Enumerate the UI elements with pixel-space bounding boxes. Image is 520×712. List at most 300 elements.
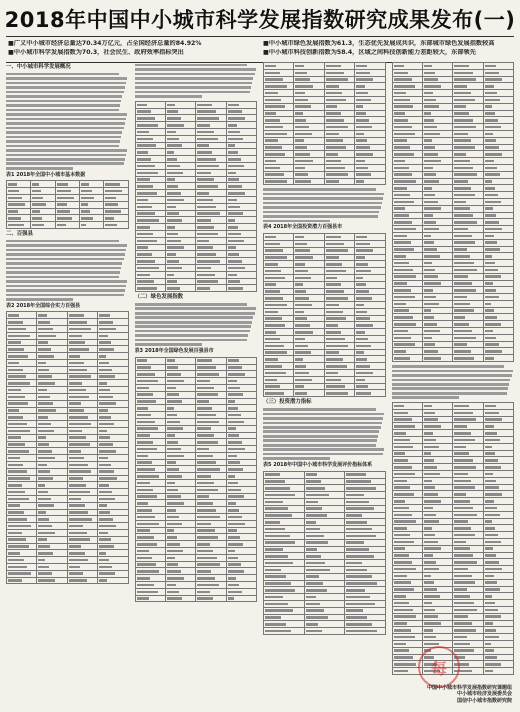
cell-text-placeholder: [326, 85, 339, 88]
cell-text-placeholder: [99, 396, 113, 399]
cell-text-placeholder: [8, 321, 23, 324]
table-cell: [55, 215, 79, 222]
cell-text-placeholder: [485, 214, 496, 217]
table-cell: [304, 471, 345, 478]
table-cell: [345, 580, 386, 587]
cell-text-placeholder: [424, 160, 442, 163]
cell-text-placeholder: [228, 158, 241, 161]
cell-text-placeholder: [485, 527, 495, 530]
cell-text-placeholder: [295, 146, 306, 149]
table-cell: [355, 281, 385, 288]
cell-text-placeholder: [8, 552, 20, 555]
table-cell: [422, 430, 452, 437]
table-cell: [135, 285, 165, 292]
cell-text-placeholder: [485, 643, 492, 646]
table-cell: [67, 577, 97, 584]
table-cell: [324, 96, 354, 103]
table-cell: [483, 484, 513, 491]
cell-text-placeholder: [295, 167, 305, 170]
table-cell: [264, 103, 294, 110]
cell-text-placeholder: [326, 160, 341, 163]
table-row: [392, 579, 514, 586]
table-row: [135, 149, 257, 156]
table-cell: [453, 171, 483, 178]
table-cell: [392, 593, 422, 600]
cell-text-placeholder: [137, 421, 155, 424]
table-cell: [294, 96, 324, 103]
cell-text-placeholder: [485, 636, 500, 639]
text-line: [263, 220, 330, 223]
cell-text-placeholder: [454, 167, 473, 170]
cell-text-placeholder: [167, 489, 178, 492]
table-cell: [422, 260, 452, 267]
cell-text-placeholder: [356, 236, 367, 239]
cell-text-placeholder: [424, 214, 433, 217]
cell-text-placeholder: [485, 139, 496, 142]
table-cell: [345, 478, 386, 485]
table-cell: [355, 164, 385, 171]
table-cell: [7, 502, 37, 509]
cell-text-placeholder: [326, 365, 347, 368]
cell-text-placeholder: [99, 559, 109, 562]
table-cell: [264, 158, 294, 165]
table-cell: [453, 260, 483, 267]
table-cell: [483, 341, 513, 348]
cell-text-placeholder: [137, 104, 148, 107]
cell-text-placeholder: [394, 459, 409, 462]
cell-text-placeholder: [485, 330, 493, 333]
cell-text-placeholder: [8, 566, 27, 569]
cell-text-placeholder: [69, 552, 85, 555]
cell-text-placeholder: [424, 309, 431, 312]
table-cell: [355, 96, 385, 103]
table-cell: [324, 124, 354, 131]
cell-text-placeholder: [265, 277, 285, 280]
table-row: [7, 319, 129, 326]
table-row: [7, 557, 129, 564]
table-cell: [422, 171, 452, 178]
cell-text-placeholder: [137, 502, 149, 505]
cell-text-placeholder: [424, 418, 438, 421]
cell-text-placeholder: [137, 407, 148, 410]
cell-text-placeholder: [454, 330, 472, 333]
cell-text-placeholder: [228, 393, 243, 396]
text-line: [263, 453, 383, 456]
table-row: [135, 135, 257, 142]
table-cell: [483, 321, 513, 328]
table-cell: [98, 434, 128, 441]
table-row: [7, 502, 129, 509]
cell-text-placeholder: [356, 92, 368, 95]
table-cell: [324, 295, 354, 302]
cell-text-placeholder: [424, 194, 435, 197]
cell-text-placeholder: [454, 119, 473, 122]
cell-text-placeholder: [137, 482, 150, 485]
table-cell: [392, 198, 422, 205]
cell-text-placeholder: [394, 514, 413, 517]
table-cell: [196, 595, 226, 602]
table-cell: [453, 606, 483, 613]
table-cell: [7, 380, 37, 387]
cell-text-placeholder: [228, 178, 239, 181]
table-cell: [483, 545, 513, 552]
table-cell: [324, 322, 354, 329]
table-cell: [324, 83, 354, 90]
table-cell: [135, 149, 165, 156]
cell-text-placeholder: [137, 246, 149, 249]
cell-text-placeholder: [38, 532, 55, 535]
table-cell: [135, 101, 165, 108]
cell-text-placeholder: [424, 105, 439, 108]
table-cell: [453, 192, 483, 199]
text-line: [135, 339, 248, 342]
table-cell: [37, 400, 67, 407]
table-cell: [422, 484, 452, 491]
table-row: [392, 477, 514, 484]
table-cell: [67, 421, 97, 428]
cell-text-placeholder: [8, 396, 25, 399]
cell-text-placeholder: [197, 448, 209, 451]
cell-text-placeholder: [265, 630, 291, 633]
table-row: [392, 287, 514, 294]
cell-text-placeholder: [356, 392, 371, 395]
cell-text-placeholder: [306, 480, 321, 483]
table-row: [392, 300, 514, 307]
text-line: [263, 417, 383, 420]
table-cell: [483, 668, 513, 675]
cell-text-placeholder: [454, 581, 475, 584]
table-row: [7, 194, 129, 201]
cell-text-placeholder: [228, 280, 241, 283]
table-cell: [392, 538, 422, 545]
table-cell: [392, 280, 422, 287]
table-cell: [483, 90, 513, 97]
cell-text-placeholder: [137, 597, 149, 600]
table-cell: [196, 169, 226, 176]
cell-text-placeholder: [197, 172, 210, 175]
cell-text-placeholder: [485, 194, 498, 197]
table-cell: [294, 342, 324, 349]
table-cell: [294, 234, 324, 241]
cell-text-placeholder: [197, 124, 210, 127]
cell-text-placeholder: [137, 117, 155, 120]
cell-text-placeholder: [485, 473, 493, 476]
table-cell: [355, 308, 385, 315]
table-cell: [483, 572, 513, 579]
table-cell: [422, 491, 452, 498]
cell-text-placeholder: [394, 357, 410, 360]
cell-text-placeholder: [485, 303, 492, 306]
cell-text-placeholder: [394, 248, 415, 251]
table-cell: [324, 390, 354, 397]
table-row: [135, 163, 257, 170]
cell-text-placeholder: [485, 146, 499, 149]
cell-text-placeholder: [69, 525, 83, 528]
table-cell: [264, 383, 294, 390]
cell-text-placeholder: [394, 146, 411, 149]
table-cell: [453, 600, 483, 607]
cell-text-placeholder: [38, 348, 50, 351]
cell-text-placeholder: [424, 643, 439, 646]
table-cell: [226, 568, 256, 575]
cell-text-placeholder: [8, 504, 20, 507]
table-cell: [165, 378, 195, 385]
table-cell: [135, 176, 165, 183]
table-row: [392, 464, 514, 471]
cell-text-placeholder: [424, 180, 440, 183]
cell-text-placeholder: [454, 649, 474, 652]
table-cell: [79, 222, 103, 229]
cell-text-placeholder: [356, 304, 364, 307]
cell-text-placeholder: [346, 548, 369, 551]
cell-text-placeholder: [137, 509, 152, 512]
cell-text-placeholder: [99, 409, 108, 412]
table-cell: [345, 621, 386, 628]
table-cell: [324, 164, 354, 171]
table-cell: [55, 181, 79, 188]
cell-text-placeholder: [326, 385, 345, 388]
cell-text-placeholder: [485, 500, 494, 503]
text-line: [135, 343, 202, 346]
table-row: [264, 505, 386, 512]
cell-text-placeholder: [137, 144, 157, 147]
table-cell: [294, 336, 324, 343]
cell-text-placeholder: [137, 543, 158, 546]
cell-text-placeholder: [167, 461, 177, 464]
cell-text-placeholder: [81, 197, 94, 200]
cell-text-placeholder: [38, 457, 55, 460]
cell-text-placeholder: [295, 270, 307, 273]
table-cell: [67, 373, 97, 380]
cell-text-placeholder: [394, 221, 413, 224]
table-cell: [196, 197, 226, 204]
cell-text-placeholder: [295, 126, 308, 129]
cell-text-placeholder: [137, 267, 159, 270]
cell-text-placeholder: [326, 263, 343, 266]
table-caption: 表2 2018年全国综合实力百强县: [6, 302, 81, 309]
cell-text-placeholder: [99, 566, 112, 569]
cell-text-placeholder: [197, 421, 219, 424]
cell-text-placeholder: [485, 486, 499, 489]
table-cell: [294, 63, 324, 70]
cell-text-placeholder: [485, 228, 503, 231]
cell-text-placeholder: [295, 365, 306, 368]
cell-text-placeholder: [326, 297, 348, 300]
table-cell: [324, 336, 354, 343]
cell-text-placeholder: [38, 328, 52, 331]
table-row: [135, 473, 257, 480]
table-cell: [483, 83, 513, 90]
table-cell: [135, 203, 165, 210]
cell-text-placeholder: [394, 228, 416, 231]
table-row: [392, 205, 514, 212]
headline-2: ■中小城市绿色发展指数为61.3，生态优先发展成共识，东部城市绿色发展指数较高: [263, 40, 495, 47]
cell-text-placeholder: [424, 228, 439, 231]
table-cell: [392, 137, 422, 144]
table-cell: [135, 575, 165, 582]
table-cell: [37, 495, 67, 502]
table-cell: [294, 90, 324, 97]
table-cell: [392, 164, 422, 171]
cell-text-placeholder: [394, 343, 415, 346]
table-cell: [7, 455, 37, 462]
cell-text-placeholder: [228, 366, 242, 369]
table-cell: [453, 103, 483, 110]
cell-text-placeholder: [306, 528, 320, 531]
cell-text-placeholder: [167, 414, 177, 417]
table-cell: [7, 366, 37, 373]
cell-text-placeholder: [167, 591, 179, 594]
table-cell: [226, 459, 256, 466]
table-cell: [355, 376, 385, 383]
table-cell: [37, 366, 67, 373]
table-cell: [135, 486, 165, 493]
cell-text-placeholder: [228, 407, 238, 410]
table-cell: [226, 398, 256, 405]
cell-text-placeholder: [295, 173, 308, 176]
cell-text-placeholder: [424, 452, 431, 455]
table-cell: [264, 342, 294, 349]
cell-text-placeholder: [265, 105, 285, 108]
table-cell: [98, 339, 128, 346]
cell-text-placeholder: [424, 480, 432, 483]
cell-text-placeholder: [265, 473, 280, 476]
cell-text-placeholder: [485, 187, 495, 190]
cell-text-placeholder: [265, 351, 287, 354]
table-row: [392, 171, 514, 178]
cell-text-placeholder: [8, 491, 25, 494]
table-cell: [55, 208, 79, 215]
cell-text-placeholder: [295, 290, 305, 293]
table-cell: [196, 183, 226, 190]
table-cell: [392, 477, 422, 484]
table-cell: [483, 205, 513, 212]
table-cell: [226, 258, 256, 265]
cell-text-placeholder: [394, 105, 414, 108]
table-row: [392, 192, 514, 199]
table-row: [264, 600, 386, 607]
table-cell: [264, 96, 294, 103]
cell-text-placeholder: [424, 133, 440, 136]
cell-text-placeholder: [454, 405, 469, 408]
table-cell: [355, 336, 385, 343]
table-cell: [226, 473, 256, 480]
table-cell: [7, 550, 37, 557]
table-row: [392, 572, 514, 579]
cell-text-placeholder: [326, 392, 349, 395]
table-cell: [453, 559, 483, 566]
table-cell: [345, 566, 386, 573]
table-cell: [135, 237, 165, 244]
table-cell: [7, 434, 37, 441]
table-cell: [226, 561, 256, 568]
cell-text-placeholder: [228, 570, 245, 573]
table-cell: [196, 237, 226, 244]
cell-text-placeholder: [8, 369, 23, 372]
cell-text-placeholder: [38, 416, 48, 419]
table-cell: [264, 90, 294, 97]
table-row: [7, 373, 129, 380]
table-cell: [345, 614, 386, 621]
table-row: [264, 336, 386, 343]
table-cell: [37, 339, 67, 346]
table-row: [7, 215, 129, 222]
table-row: [135, 514, 257, 521]
table-cell: [483, 96, 513, 103]
cell-text-placeholder: [197, 267, 211, 270]
table-cell: [135, 500, 165, 507]
table-cell: [392, 559, 422, 566]
table-cell: [422, 613, 452, 620]
cell-text-placeholder: [69, 369, 88, 372]
cell-text-placeholder: [485, 316, 498, 319]
cell-text-placeholder: [69, 538, 90, 541]
cell-text-placeholder: [99, 477, 117, 480]
cell-text-placeholder: [69, 464, 88, 467]
text-line: [6, 118, 126, 121]
cell-text-placeholder: [346, 555, 374, 558]
cell-text-placeholder: [99, 443, 112, 446]
cell-text-placeholder: [99, 498, 115, 501]
table-cell: [165, 418, 195, 425]
data-table: [263, 471, 386, 635]
cell-text-placeholder: [228, 577, 237, 580]
table-cell: [453, 498, 483, 505]
cell-text-placeholder: [57, 210, 70, 213]
table-cell: [483, 287, 513, 294]
cell-text-placeholder: [137, 274, 151, 277]
cell-text-placeholder: [424, 432, 433, 435]
table-cell: [165, 514, 195, 521]
column-4: [392, 62, 515, 706]
cell-text-placeholder: [394, 588, 415, 591]
cell-text-placeholder: [295, 139, 303, 142]
table-cell: [7, 495, 37, 502]
table-cell: [483, 151, 513, 158]
cell-text-placeholder: [454, 568, 468, 571]
table-cell: [165, 364, 195, 371]
table-cell: [483, 443, 513, 450]
text-line: [6, 86, 125, 89]
cell-text-placeholder: [424, 520, 440, 523]
table-cell: [165, 203, 195, 210]
cell-text-placeholder: [326, 277, 337, 280]
cell-text-placeholder: [137, 165, 155, 168]
cell-text-placeholder: [454, 446, 465, 449]
table-cell: [135, 412, 165, 419]
table-row: [392, 341, 514, 348]
table-cell: [453, 266, 483, 273]
cell-text-placeholder: [424, 547, 441, 550]
table-cell: [196, 446, 226, 453]
cell-text-placeholder: [424, 296, 436, 299]
table-cell: [67, 414, 97, 421]
table-cell: [264, 178, 294, 185]
cell-text-placeholder: [326, 72, 344, 75]
table-cell: [392, 178, 422, 185]
table-row: [264, 390, 386, 397]
cell-text-placeholder: [137, 455, 148, 458]
table-cell: [7, 441, 37, 448]
cell-text-placeholder: [485, 112, 495, 115]
table-cell: [422, 124, 452, 131]
table-row: [7, 482, 129, 489]
cell-text-placeholder: [38, 382, 54, 385]
table-cell: [294, 247, 324, 254]
table-row: [264, 76, 386, 83]
table-cell: [453, 219, 483, 226]
table-cell: [422, 103, 452, 110]
